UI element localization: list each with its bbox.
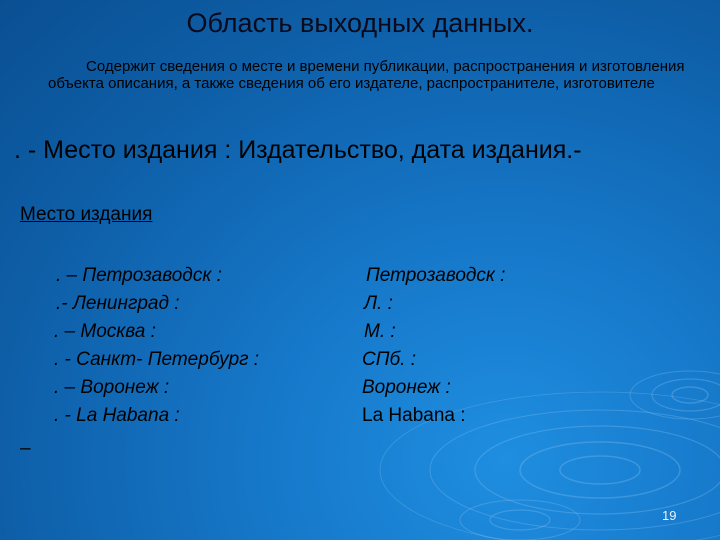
example-full-form: .- Ленинград : xyxy=(56,293,180,314)
example-row xyxy=(0,318,720,346)
example-full-form: . – Москва : xyxy=(54,321,156,342)
example-abbreviated-form: Л. : xyxy=(364,293,393,314)
example-full-form: . - La Habana : xyxy=(54,405,180,426)
example-full-form: . – Воронеж : xyxy=(54,377,170,398)
example-full-form: . – Петрозаводск : xyxy=(56,265,222,286)
page-number: 19 xyxy=(662,508,677,523)
example-abbreviated-form: Петрозаводск : xyxy=(366,265,506,286)
example-row xyxy=(0,262,720,290)
example-full-form: . - Санкт- Петербург : xyxy=(54,349,260,370)
examples-list xyxy=(0,262,720,430)
trailing-dash-mark: – xyxy=(20,438,31,459)
example-abbreviated-form: М. : xyxy=(364,321,396,342)
example-abbreviated-form: Воронеж : xyxy=(362,377,451,398)
format-template-line: . - Место издания : Издательство, дата издания.- xyxy=(14,136,582,164)
slide-title: Область выходных данных. xyxy=(186,8,534,38)
area-description: Содержит сведения о месте и времени публикации, распространения и изготовления объекта описания, а также сведения об его издателе, распространителе, изготовителе xyxy=(48,58,685,92)
example-row xyxy=(0,402,720,430)
example-row xyxy=(0,290,720,318)
example-row xyxy=(0,374,720,402)
place-of-publication-heading: Место издания xyxy=(20,204,153,225)
example-row xyxy=(0,346,720,374)
example-abbreviated-form: СПб. : xyxy=(362,349,417,370)
example-abbreviated-form: La Habana : xyxy=(362,405,466,426)
